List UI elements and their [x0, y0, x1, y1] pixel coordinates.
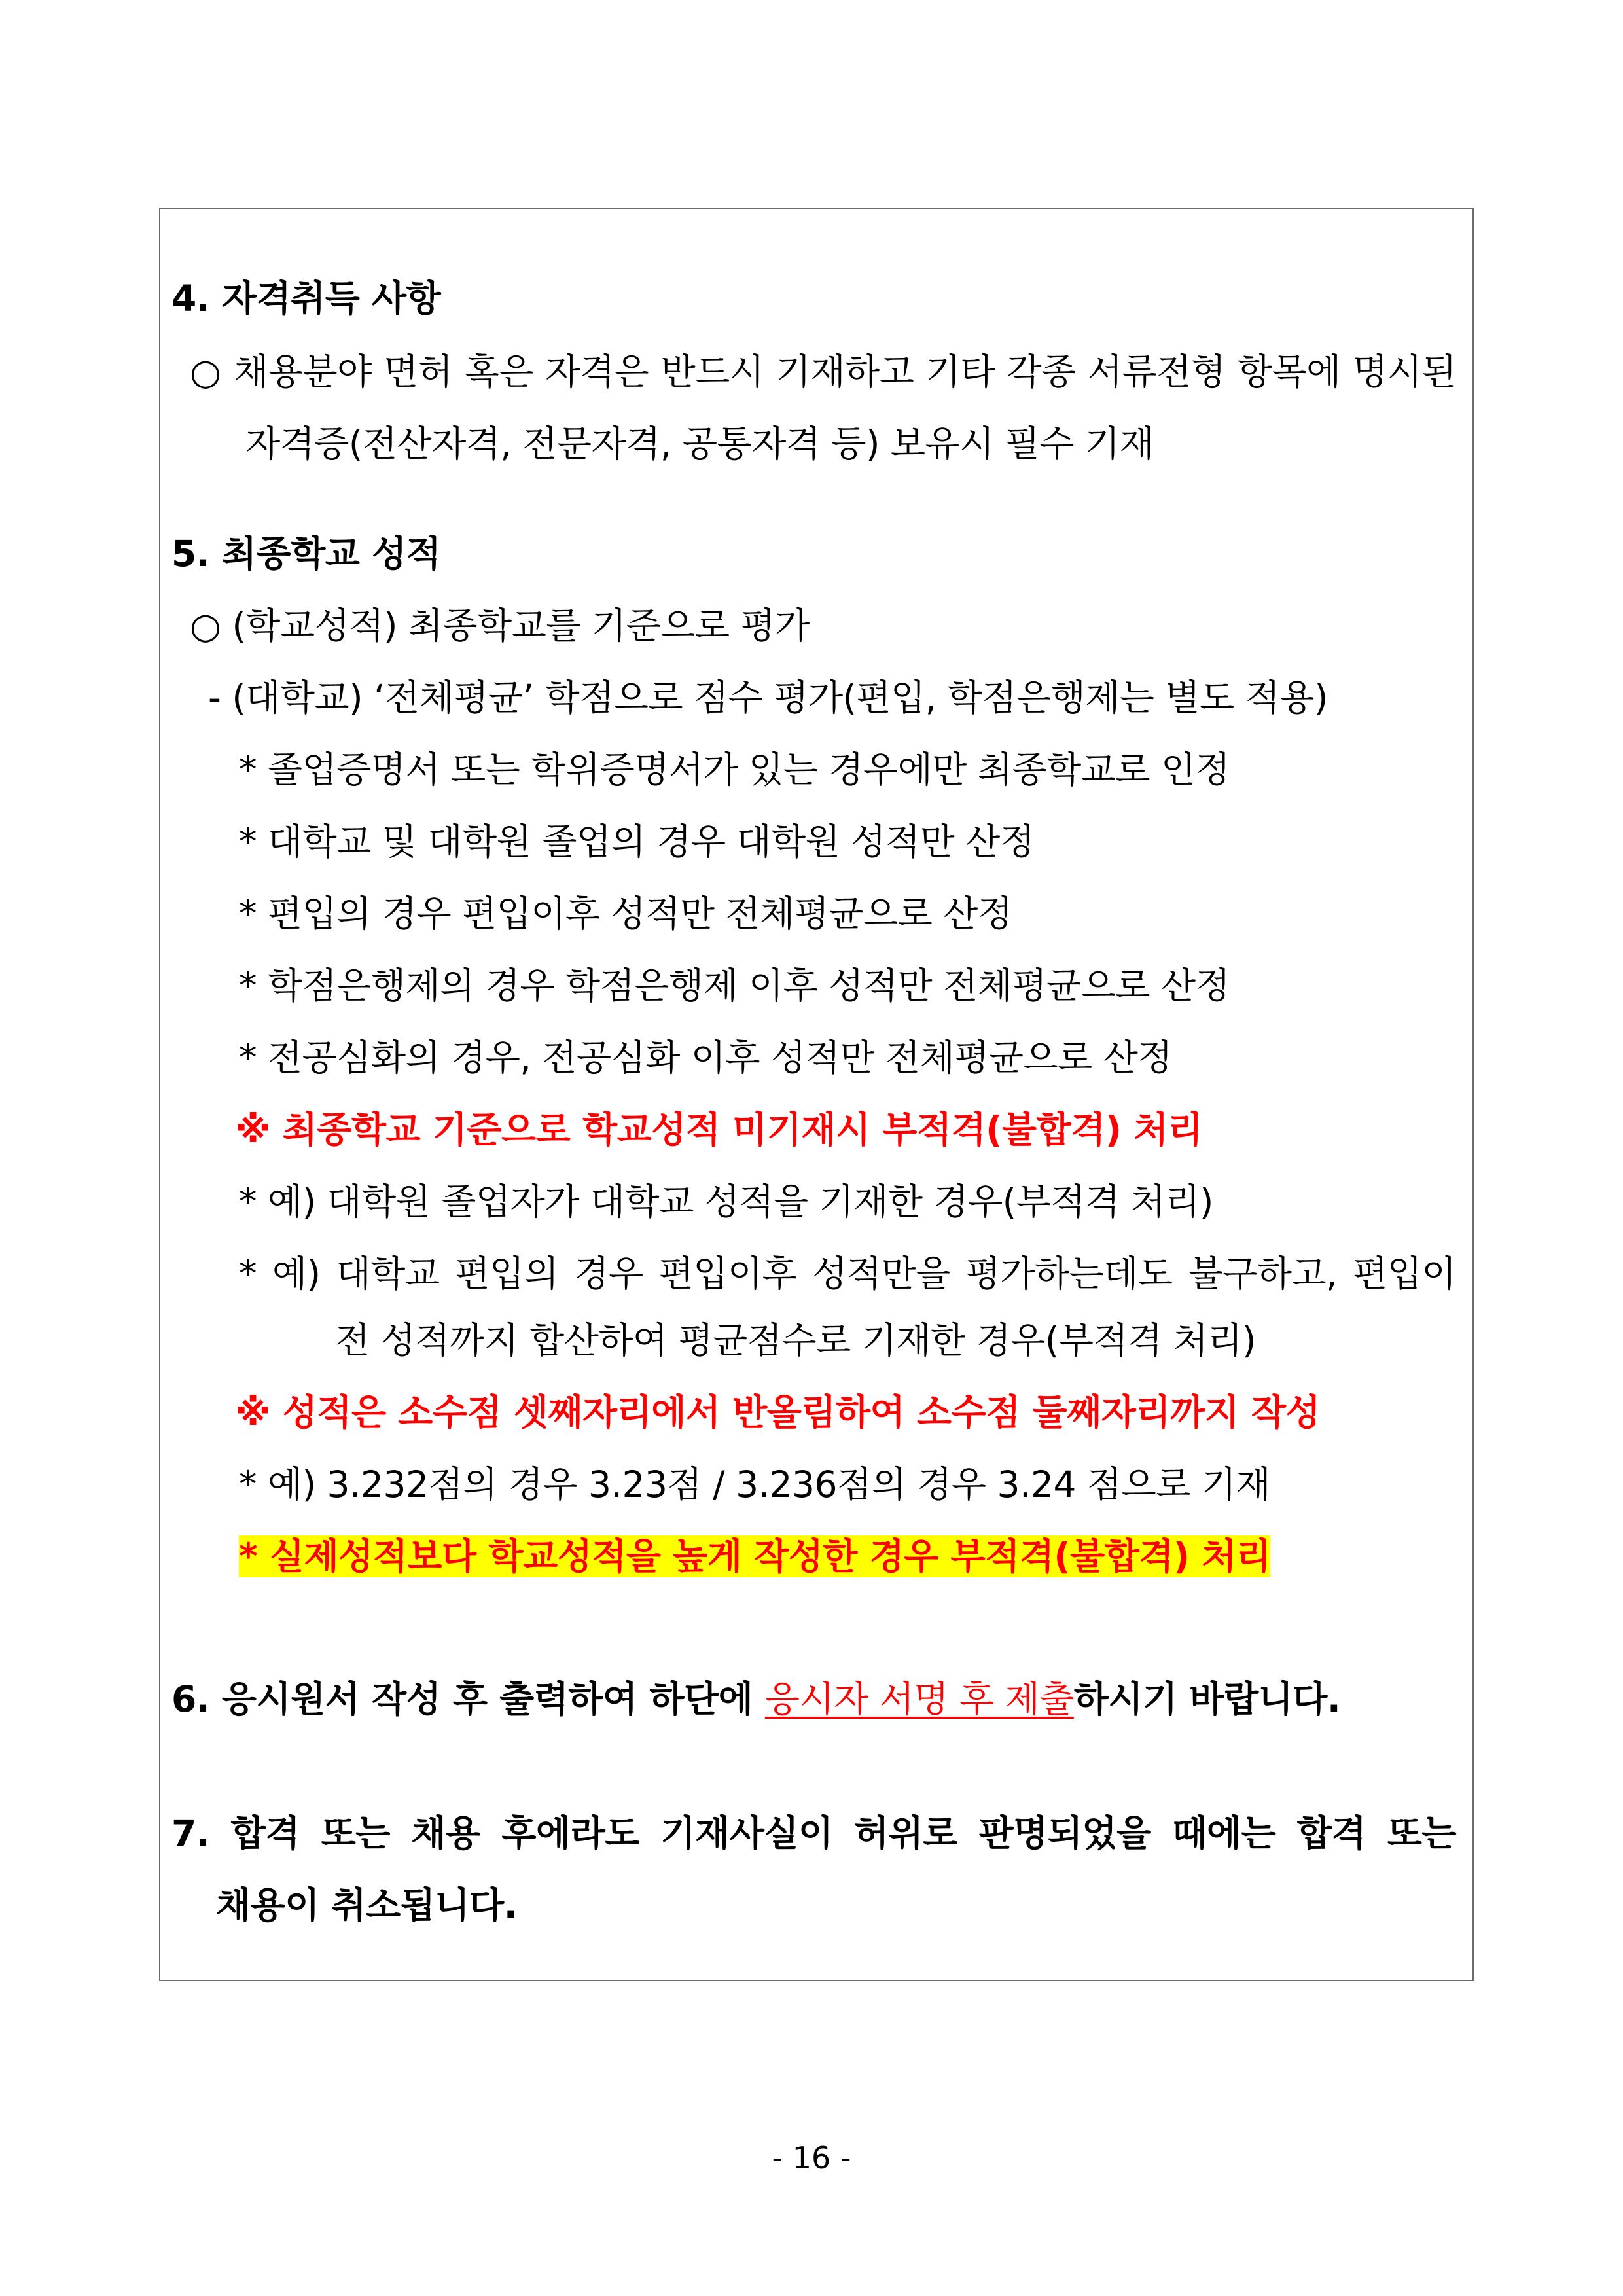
section-4-bullet-line2: 자격증(전산자격, 전문자격, 공통자격 등) 보유시 필수 기재 [245, 423, 1154, 465]
warning-text: ※ 최종학교 기준으로 학교성적 미기재시 부적격(불합격) 처리 [236, 1109, 1203, 1151]
example-item-line1: * 예) 대학교 편입의 경우 편입이후 성적만을 평가하는데도 불구하고, 편입이 [239, 1253, 1456, 1295]
note-item: * 편입의 경우 편입이후 성적만 전체평균으로 산정 [239, 893, 1012, 935]
section-4-bullet-line1: ○ 채용분야 면허 혹은 자격은 반드시 기재하고 기타 각종 서류전형 항목에 명시된 [190, 351, 1456, 393]
section-6-prefix: 6. 응시원서 작성 후 출력하여 하단에 [171, 1678, 765, 1720]
section-6-line [171, 1676, 1340, 1723]
page-number: - 16 - [772, 2140, 851, 2176]
section-5-title: 5. 최종학교 성적 [171, 533, 441, 575]
note-item: * 졸업증명서 또는 학위증명서가 있는 경우에만 최종학교로 인정 [239, 749, 1230, 791]
example-item-line2: 전 성적까지 합산하여 평균점수로 기재한 경우(부적격 처리) [335, 1319, 1256, 1361]
section-4-title: 4. 자격취득 사항 [171, 278, 441, 319]
highlighted-warning: * 실제성적보다 학교성적을 높게 작성한 경우 부적격(불합격) 처리 [239, 1535, 1271, 1577]
section-7-line2: 채용이 취소됩니다. [216, 1884, 518, 1926]
section-5-dash-item: - (대학교) ‘전체평균’ 학점으로 점수 평가(편입, 학점은행제는 별도 적용) [208, 677, 1329, 719]
note-item: * 전공심화의 경우, 전공심화 이후 성적만 전체평균으로 산정 [239, 1037, 1172, 1079]
section-7-line1: 7. 합격 또는 채용 후에라도 기재사실이 허위로 판명되었을 때에는 합격 또는 [171, 1812, 1456, 1854]
note-item: * 학점은행제의 경우 학점은행제 이후 성적만 전체평균으로 산정 [239, 965, 1230, 1007]
section-6-emphasis: 응시자 서명 후 제출 [764, 1678, 1074, 1720]
example-item: * 예) 대학원 졸업자가 대학교 성적을 기재한 경우(부적격 처리) [239, 1181, 1213, 1223]
warning-text: ※ 성적은 소수점 셋째자리에서 반올림하여 소수점 둘째자리까지 작성 [236, 1391, 1321, 1433]
note-item: * 대학교 및 대학원 졸업의 경우 대학원 성적만 산정 [239, 821, 1035, 863]
highlight-notice [239, 1533, 1270, 1580]
example-item: * 예) 3.232점의 경우 3.23점 / 3.236점의 경우 3.24 점으로 기재 [239, 1463, 1271, 1505]
section-5-bullet: ○ (학교성적) 최종학교를 기준으로 평가 [190, 605, 810, 647]
section-6-suffix: 하시기 바랍니다. [1073, 1678, 1341, 1720]
